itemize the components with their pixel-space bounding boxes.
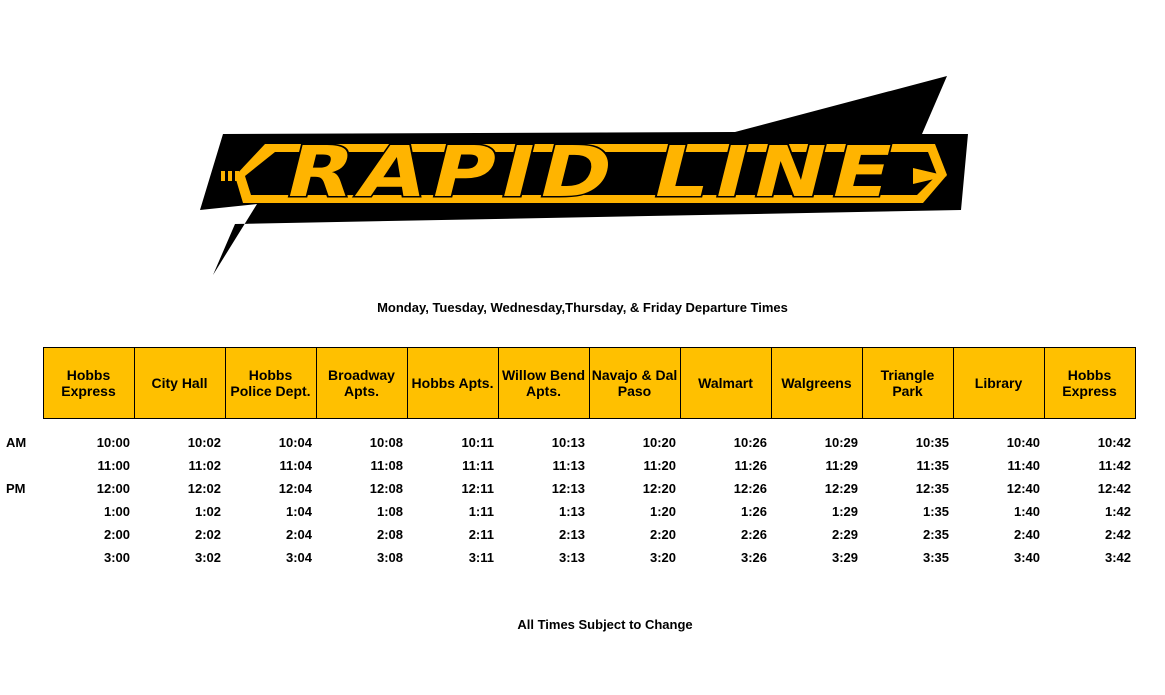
stop-header: Broadway Apts. — [316, 348, 407, 419]
table-row — [0, 519, 1135, 542]
time-cell: 2:20 — [649, 527, 676, 542]
time-cell: 3:11 — [468, 550, 494, 565]
stop-header: Hobbs Express — [1044, 348, 1135, 419]
schedule-disclaimer: All Times Subject to Change — [517, 617, 693, 632]
stop-header: City Hall — [134, 348, 225, 419]
time-cell: 2:40 — [1013, 527, 1040, 542]
stop-header: Triangle Park — [862, 348, 953, 419]
logo-tail-stripe — [235, 171, 239, 181]
time-cell: 11:00 — [97, 458, 130, 473]
time-cell: 10:02 — [187, 435, 221, 450]
table-row — [0, 473, 1135, 496]
time-cell: 10:26 — [733, 435, 767, 450]
time-cell: 10:29 — [824, 435, 858, 450]
time-cell: 3:26 — [740, 550, 767, 565]
schedule-subtitle: Monday, Tuesday, Wednesday,Thursday, & Friday Departure Times — [377, 300, 788, 315]
time-cell: 11:04 — [279, 458, 312, 473]
time-cell: 12:20 — [642, 481, 676, 496]
time-cell: 11:26 — [734, 458, 767, 473]
period-label: AM — [6, 435, 27, 450]
time-cell: 10:04 — [278, 435, 312, 450]
time-cell: 2:42 — [1104, 527, 1131, 542]
time-cell: 1:20 — [649, 504, 676, 519]
period-label — [0, 542, 43, 565]
time-cell: 1:02 — [194, 504, 221, 519]
time-cell: 10:00 — [96, 435, 130, 450]
time-cell: 12:02 — [187, 481, 221, 496]
time-cell: 2:00 — [103, 527, 130, 542]
time-cell: 2:02 — [194, 527, 221, 542]
time-cell: 2:35 — [922, 527, 949, 542]
table-row — [0, 496, 1135, 519]
table-row — [0, 450, 1135, 473]
time-cell: 1:40 — [1013, 504, 1040, 519]
time-cell: 10:20 — [642, 435, 676, 450]
time-cell: 11:29 — [825, 458, 858, 473]
departure-times-table — [0, 347, 1136, 565]
period-label — [0, 450, 43, 473]
period-label: PM — [6, 481, 26, 496]
time-cell: 12:08 — [369, 481, 403, 496]
time-cell: 2:13 — [558, 527, 585, 542]
table-row — [0, 419, 1135, 451]
time-cell: 12:26 — [733, 481, 767, 496]
time-cell: 10:13 — [551, 435, 585, 450]
time-cell: 2:08 — [376, 527, 403, 542]
time-cell: 10:35 — [915, 435, 949, 450]
time-cell: 11:02 — [188, 458, 221, 473]
time-cell: 3:08 — [376, 550, 403, 565]
time-cell: 10:40 — [1006, 435, 1040, 450]
time-cell: 3:04 — [285, 550, 312, 565]
time-cell: 12:29 — [824, 481, 858, 496]
time-cell: 1:13 — [558, 504, 585, 519]
logo-tail-stripe — [228, 171, 232, 181]
time-cell: 3:00 — [103, 550, 130, 565]
time-cell: 11:11 — [462, 458, 494, 473]
time-cell: 1:08 — [376, 504, 403, 519]
time-cell: 3:13 — [558, 550, 585, 565]
time-cell: 2:26 — [740, 527, 767, 542]
header-spacer — [0, 348, 43, 419]
stop-header: Hobbs Police Dept. — [225, 348, 316, 419]
period-label — [0, 519, 43, 542]
time-cell: 12:00 — [96, 481, 130, 496]
time-cell: 3:29 — [831, 550, 858, 565]
time-cell: 3:02 — [194, 550, 221, 565]
stop-header: Walgreens — [771, 348, 862, 419]
time-cell: 11:42 — [1098, 458, 1131, 473]
time-cell: 2:11 — [468, 527, 494, 542]
time-cell: 3:42 — [1104, 550, 1131, 565]
stop-header: Hobbs Apts. — [407, 348, 498, 419]
time-cell: 12:04 — [278, 481, 312, 496]
stop-header: Willow Bend Apts. — [498, 348, 589, 419]
rapid-line-logo — [195, 72, 975, 280]
time-cell: 12:13 — [551, 481, 585, 496]
time-cell: 12:11 — [461, 481, 494, 496]
time-cell: 11:35 — [916, 458, 949, 473]
time-cell: 1:04 — [285, 504, 312, 519]
time-cell: 10:11 — [461, 435, 494, 450]
time-cell: 11:13 — [552, 458, 585, 473]
time-cell: 10:42 — [1097, 435, 1131, 450]
time-cell: 12:40 — [1006, 481, 1040, 496]
time-cell: 3:35 — [922, 550, 949, 565]
table-row — [0, 542, 1135, 565]
time-cell: 3:20 — [649, 550, 676, 565]
time-cell: 3:40 — [1013, 550, 1040, 565]
time-cell: 1:35 — [922, 504, 949, 519]
time-cell: 1:00 — [103, 504, 130, 519]
time-cell: 12:35 — [915, 481, 949, 496]
time-cell: 2:29 — [831, 527, 858, 542]
time-cell: 12:42 — [1097, 481, 1131, 496]
stop-header: Hobbs Express — [43, 348, 134, 419]
time-cell: 1:42 — [1104, 504, 1131, 519]
stop-header: Walmart — [680, 348, 771, 419]
time-cell: 2:04 — [285, 527, 312, 542]
time-cell: 1:29 — [831, 504, 858, 519]
period-label — [0, 496, 43, 519]
logo-wordmark: RAPID LINE — [277, 131, 804, 213]
stop-header: Navajo & Dal Paso — [589, 348, 680, 419]
time-cell: 11:40 — [1007, 458, 1040, 473]
logo-tail-stripe — [221, 171, 225, 181]
time-cell: 11:20 — [643, 458, 676, 473]
time-cell: 10:08 — [369, 435, 403, 450]
time-cell: 1:26 — [740, 504, 767, 519]
stop-header: Library — [953, 348, 1044, 419]
time-cell: 1:11 — [468, 504, 494, 519]
stops-header-row — [0, 348, 1135, 419]
time-cell: 11:08 — [370, 458, 403, 473]
